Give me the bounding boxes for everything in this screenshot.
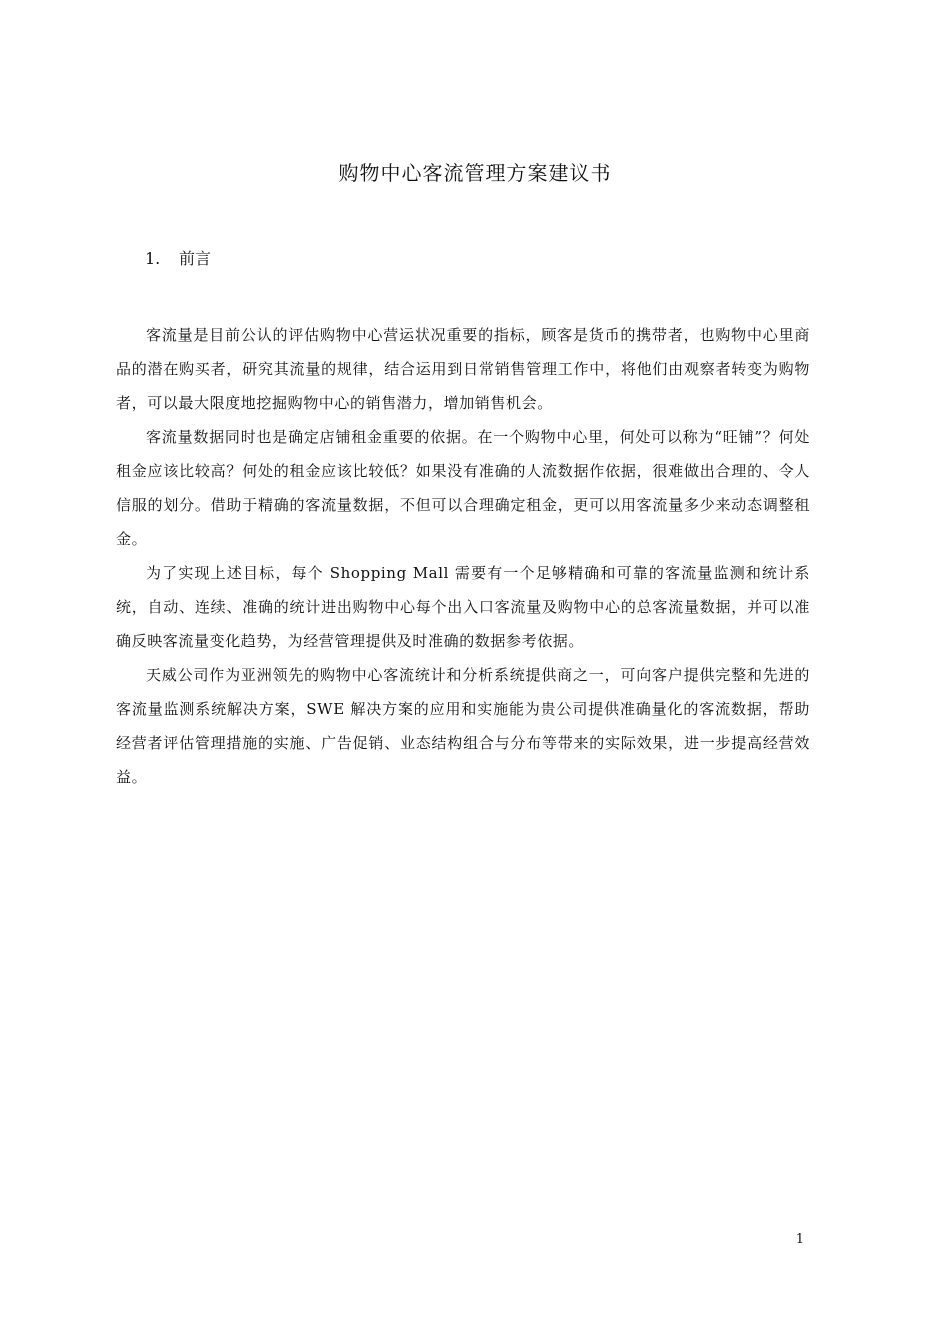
section-title: 前言 [179,249,212,268]
section-heading [145,246,211,272]
paragraph: 为了实现上述目标，每个 Shopping Mall 需要有一个足够精确和可靠的客流量监测和统计系统，自动、连续、准确的统计进出购物中心每个出入口客流量及购物中心的总客流量数据，并可以准确反映客流量变化趋势，为经营管理提供及时准确的数据参考依据。 [116,564,810,650]
page-number: 1 [795,1232,804,1247]
body-text [116,318,810,794]
paragraph: 客流量数据同时也是确定店铺租金重要的依据。在一个购物中心里，何处可以称为“旺铺”？何处租金应该比较高？何处的租金应该比较低？如果没有准确的人流数据作依据，很难做出合理的、令人信服的划分。借助于精确的客流量数据，不但可以合理确定租金，更可以用客流量多少来动态调整租金。 [116,428,810,548]
document-title: 购物中心客流管理方案建议书 [338,161,612,185]
section-number: 1. [145,249,161,268]
paragraph: 客流量是目前公认的评估购物中心营运状况重要的指标，顾客是货币的携带者，也购物中心里商品的潜在购买者，研究其流量的规律，结合运用到日常销售管理工作中，将他们由观察者转变为购物者，可以最大限度地挖掘购物中心的销售潜力，增加销售机会。 [116,326,810,412]
paragraph: 天威公司作为亚洲领先的购物中心客流统计和分析系统提供商之一，可向客户提供完整和先进的客流量监测系统解决方案，SWE 解决方案的应用和实施能为贵公司提供准确量化的客流数据，帮助经营者评估管理措施的实施、广告促销、业态结构组合与分布等带来的实际效果，进一步提高经营效益。 [116,666,810,786]
